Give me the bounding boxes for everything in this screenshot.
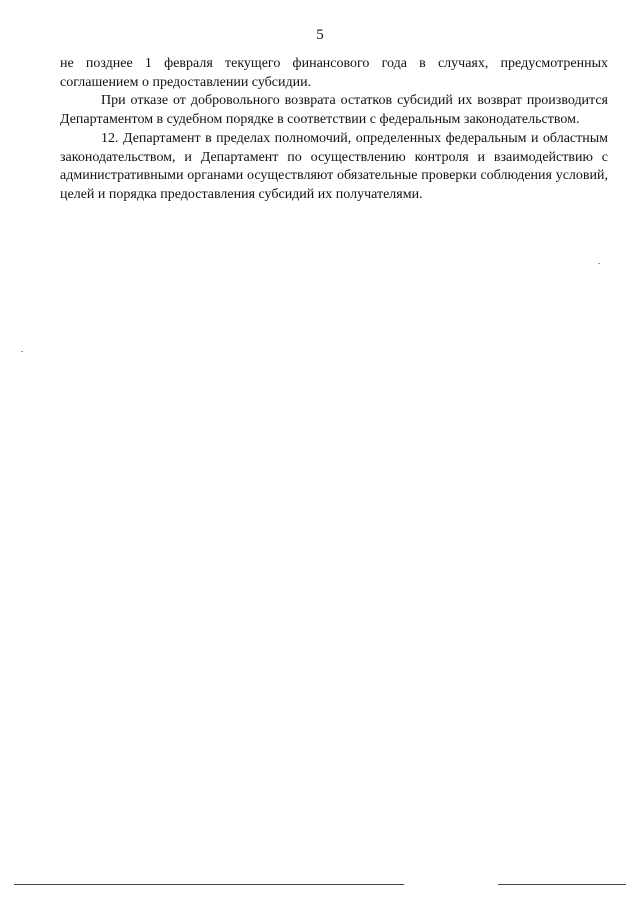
scan-speck <box>21 351 23 352</box>
scan-speck <box>598 263 600 264</box>
paragraph-continuation: не позднее 1 февраля текущего финансового года в случаях, предусмотренных соглашением о предоставлении субсидии. <box>60 56 608 90</box>
body-text <box>60 55 608 205</box>
footer-rule <box>14 884 404 885</box>
paragraph-refund-refusal: При отказе от добровольного возврата остатков субсидий их возврат производится Департаментом в судебном порядке в соответствии с федеральным законодательством. <box>60 93 608 128</box>
paragraph-item-12: 12. Департамент в пределах полномочий, определенных федеральным и областным законодательством, и Департамент по осуществлению контроля и взаимодействию с административными органами осуществляют обязательные проверки соблюдения условий, целей и порядка предоставления субсидий их получателями. <box>60 130 608 202</box>
footer-rule <box>498 884 626 885</box>
page-number: 5 <box>316 27 324 43</box>
